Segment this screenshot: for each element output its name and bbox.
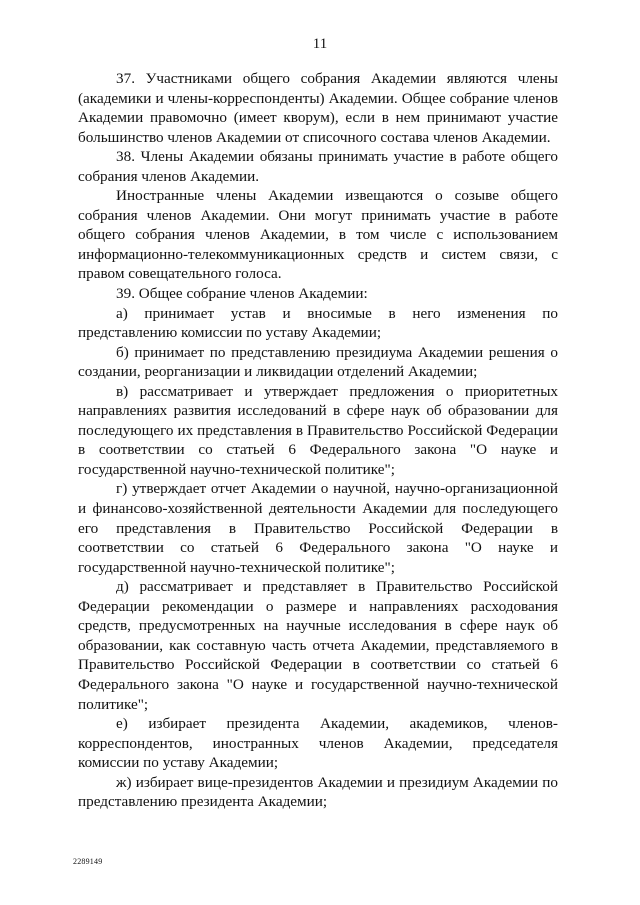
list-item-b: б) принимает по представлению президиума Академии решения о создании, реорганизации и ликвидации отделений Академии; xyxy=(78,343,558,381)
paragraph-foreign-members: Иностранные члены Академии извещаются о созыве общего собрания членов Академии. Они могут принимать участие в работе общего собрания членов Академии, в том числе с использованием информационно-телекоммуникационных средств и систем связи, с правом совещательного голоса. xyxy=(78,187,558,283)
list-item-d: д) рассматривает и представляет в Правительство Российской Федерации рекомендации о размере и направлениях расходования средств, предусмотренных на научные исследования в сфере наук об образовании, как составную часть отчета Академии, представляемого в Правительство Российской Федерации в соответствии со статьей 6 Федерального закона "О науке и государственной научно-технической политике"; xyxy=(78,578,558,713)
list-item-e: е) избирает президента Академии, академиков, членов-корреспондентов, иностранных членов Академии, председателя комиссии по уставу Академии; xyxy=(78,715,558,772)
paragraph-37: 37. Участниками общего собрания Академии являются члены (академики и члены-корреспонденты) Академии. Общее собрание членов Академии правомочно (имеет кворум), если в нем принимают участие большинство членов Академии от списочного состава членов Академии. xyxy=(78,70,558,146)
page-number: 11 xyxy=(312,36,328,52)
paragraph-38: 38. Члены Академии обязаны принимать участие в работе общего собрания членов Академии. xyxy=(78,148,558,185)
list-item-a: а) принимает устав и вносимые в него изменения по представлению комиссии по уставу Академии; xyxy=(78,304,558,342)
document-body xyxy=(78,69,558,812)
list-item-v: в) рассматривает и утверждает предложения о приоритетных направлениях развития исследований в сфере наук об образовании для последующего их представления в Правительство Российской Федерации в соответствии со статьей 6 Федерального закона "О науке и государственной научно-технической политике"; xyxy=(78,382,558,478)
paragraph-39: 39. Общее собрание членов Академии: xyxy=(116,285,368,303)
list-item-g: г) утверждает отчет Академии о научной, научно-организационной и финансово-хозяйственной деятельности Академии для последующего его представления в Правительство Российской Федерации в соответствии со статьей 6 Федерального закона "О науке и государственной научно-технической политике"; xyxy=(78,480,558,576)
document-code: 2289149 xyxy=(73,857,103,866)
list-item-zh: ж) избирает вице-президентов Академии и президиум Академии по представлению президента Академии; xyxy=(78,773,558,811)
